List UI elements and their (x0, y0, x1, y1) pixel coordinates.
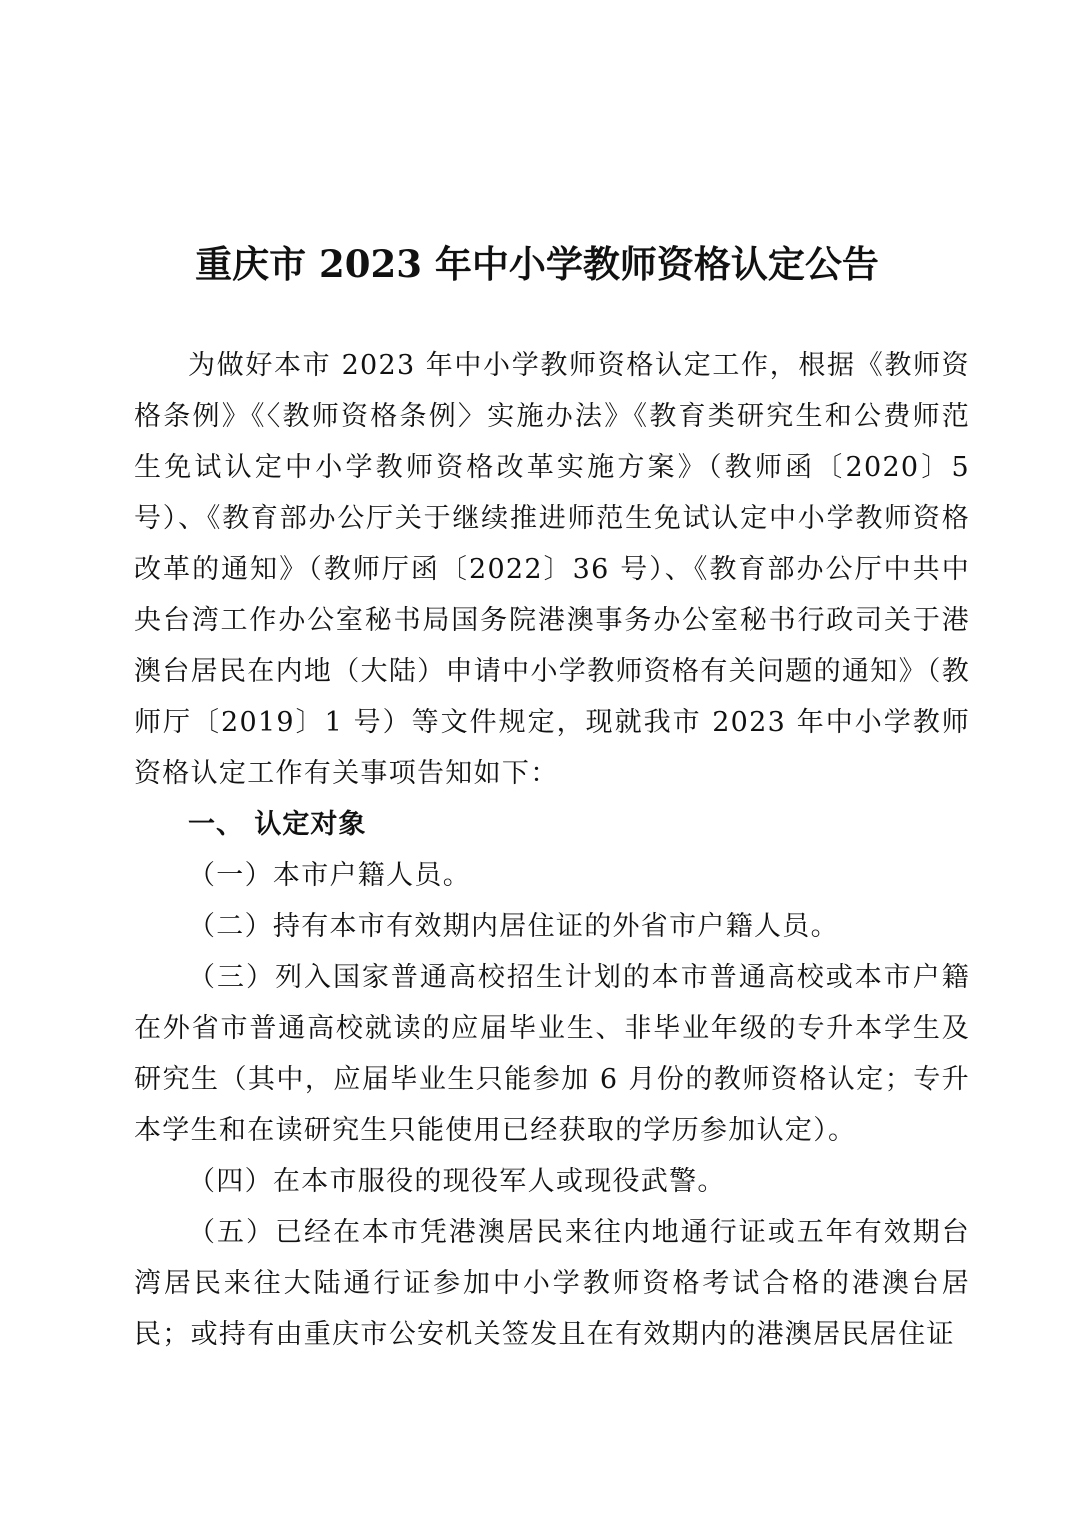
list-item-2: （二）持有本市有效期内居住证的外省市户籍人员。 (188, 911, 839, 942)
list-item-5: （五）已经在本市凭港澳居民来往内地通行证或五年有效期台湾居民来往大陆通行证参加中小学教师资格考试合格的港澳台居民；或持有由重庆市公安机关签发且在有效期内的港澳居民居住证 (134, 1217, 970, 1350)
list-item-3: （三）列入国家普通高校招生计划的本市普通高校或本市户籍在外省市普通高校就读的应届毕业生、非毕业年级的专升本学生及研究生（其中，应届毕业生只能参加 6 月份的教师资格认定；专升本学生和在读研究生只能使用已经获取的学历参加认定）。 (134, 962, 970, 1146)
list-item-1: （一）本市户籍人员。 (188, 860, 471, 891)
document-title: 重庆市 2023 年中小学教师资格认定公告 (195, 242, 879, 286)
intro-paragraph: 为做好本市 2023 年中小学教师资格认定工作，根据《教师资格条例》《〈教师资格条例〉实施办法》《教育类研究生和公费师范生免试认定中小学教师资格改革实施方案》（教师函〔2020〕5 号）、《教育部办公厅关于继续推进师范生免试认定中小学教师资格改革的通知》（教师厅函〔2022〕36 号）、《教育部办公厅中共中央台湾工作办公室秘书局国务院港澳事务办公室秘书行政司关于港澳台居民在内地（大陆）申请中小学教师资格有关问题的通知》（教师厅〔2019〕1 号）等文件规定，现就我市 2023 年中小学教师资格认定工作有关事项告知如下： (134, 350, 970, 789)
list-item-4: （四）在本市服役的现役军人或现役武警。 (188, 1166, 726, 1197)
section-heading-1: 一、 认定对象 (188, 809, 367, 840)
document-body (134, 340, 970, 1360)
